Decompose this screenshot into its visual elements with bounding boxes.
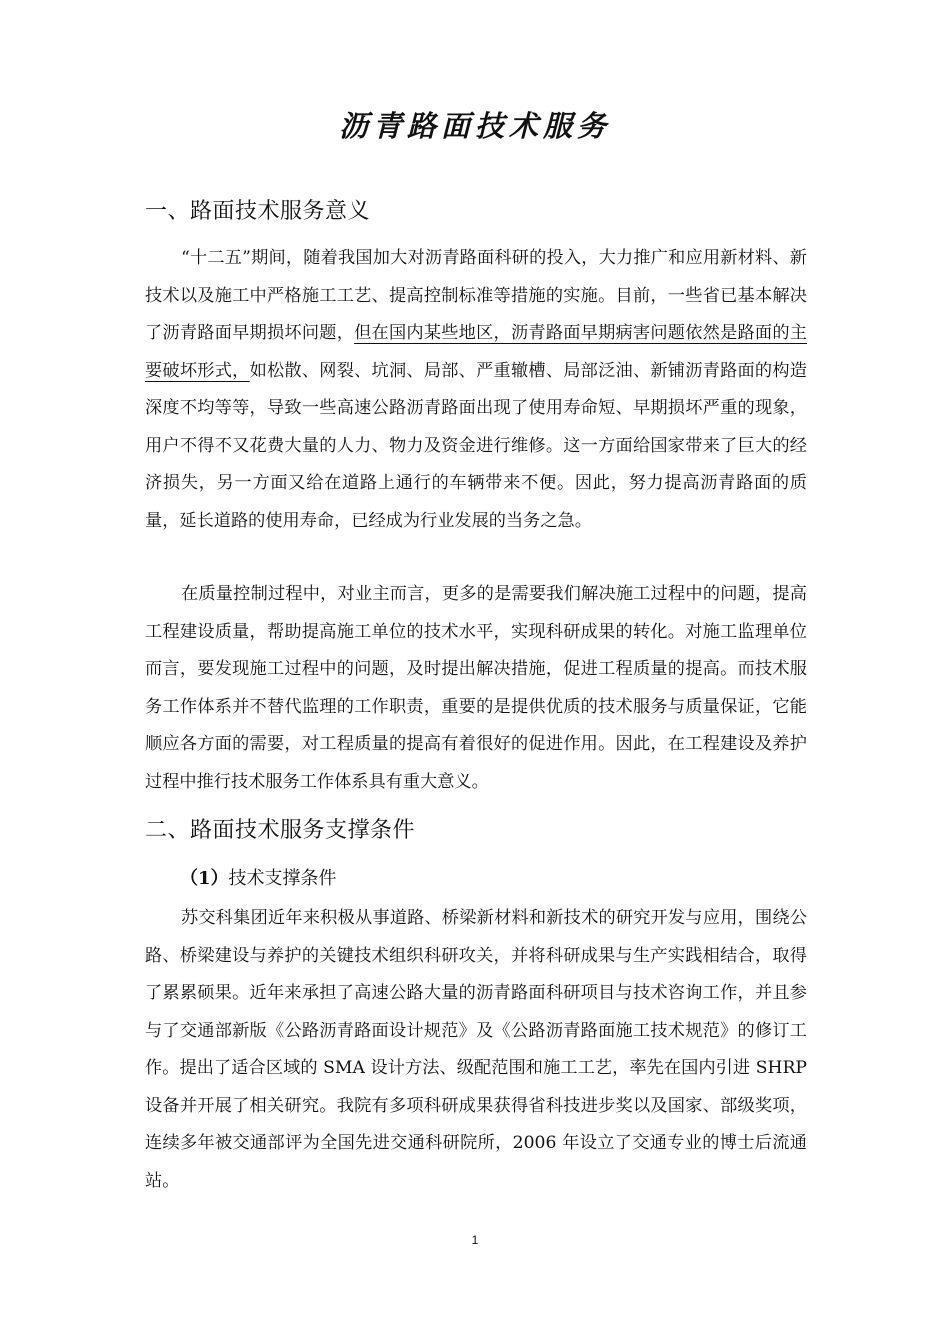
section-1-paragraph-2: 在质量控制过程中，对业主而言，更多的是需要我们解决施工过程中的问题，提高工程建设质量，帮助提高施工单位的技术水平，实现科研成果的转化。对施工监理单位而言，要发现施工过程中的问题，及时提出解决措施，促进工程质量的提高。而技术服务工作体系并不替代监理的工作职责，重要的是提供优质的技术服务与质量保证，它能顺应各方面的需要，对工程质量的提高有着很好的促进作用。因此，在工程建设及养护过程中推行技术服务工作体系具有重大意义。	[145, 584, 807, 792]
page-number: 1	[471, 1233, 479, 1247]
section-1-paragraph-1	[145, 240, 807, 540]
subsection-heading	[180, 865, 337, 893]
underlined-text: 但在国内某些地区，沥青路面早期病害问题依然是路面的主要破坏形式，	[145, 323, 807, 381]
paragraph-text: 如松散、网裂、坑洞、局部、严重辙槽、局部泛油、新铺沥青路面的构造深度不均等等，导致一些高速公路沥青路面出现了使用寿命短、早期损坏严重的现象，用户不得不又花费大量的人力、物力及资金进行维修。这一方面给国家带来了巨大的经济损失，另一方面又给在道路上通行的车辆带来不便。因此，努力提高沥青路面的质量，延长道路的使用寿命，已经成为行业发展的当务之急。	[145, 360, 807, 531]
section-heading-2: 二、路面技术服务支撑条件	[145, 818, 416, 843]
paragraph-text: “十二五”期间，随着我国加大对沥青路面科研的投入，大力推广和应用新材料、新技术以及施工中严格施工工艺、提高控制标准等措施的实施。目前，一些省已基本解决了沥青路面早期损坏问题，	[145, 248, 807, 343]
subsection-title: 技术支撑条件	[228, 868, 337, 889]
document-title: 沥青路面技术服务	[338, 109, 611, 143]
subsection-number: （1）	[180, 868, 229, 889]
section-heading-1: 一、路面技术服务意义	[145, 199, 371, 224]
section-2-paragraph-1: 苏交科集团近年来积极从事道路、桥梁新材料和新技术的研究开发与应用，围绕公路、桥梁建设与养护的关键技术组织科研攻关，并将科研成果与生产实践相结合，取得了累累硕果。近年来承担了高速公路大量的沥青路面科研项目与技术咨询工作，并且参与了交通部新版《公路沥青路面设计规范》及《公路沥青路面施工技术规范》的修订工作。提出了适合区域的 SMA 设计方法、级配范围和施工工艺，率先在国内引进 SHRP 设备并开展了相关研究。我院有多项科研成果获得省科技进步奖以及国家、部级奖项，连续多年被交通部评为全国先进交通科研院所，2006 年设立了交通专业的博士后流通站。	[145, 908, 807, 1191]
